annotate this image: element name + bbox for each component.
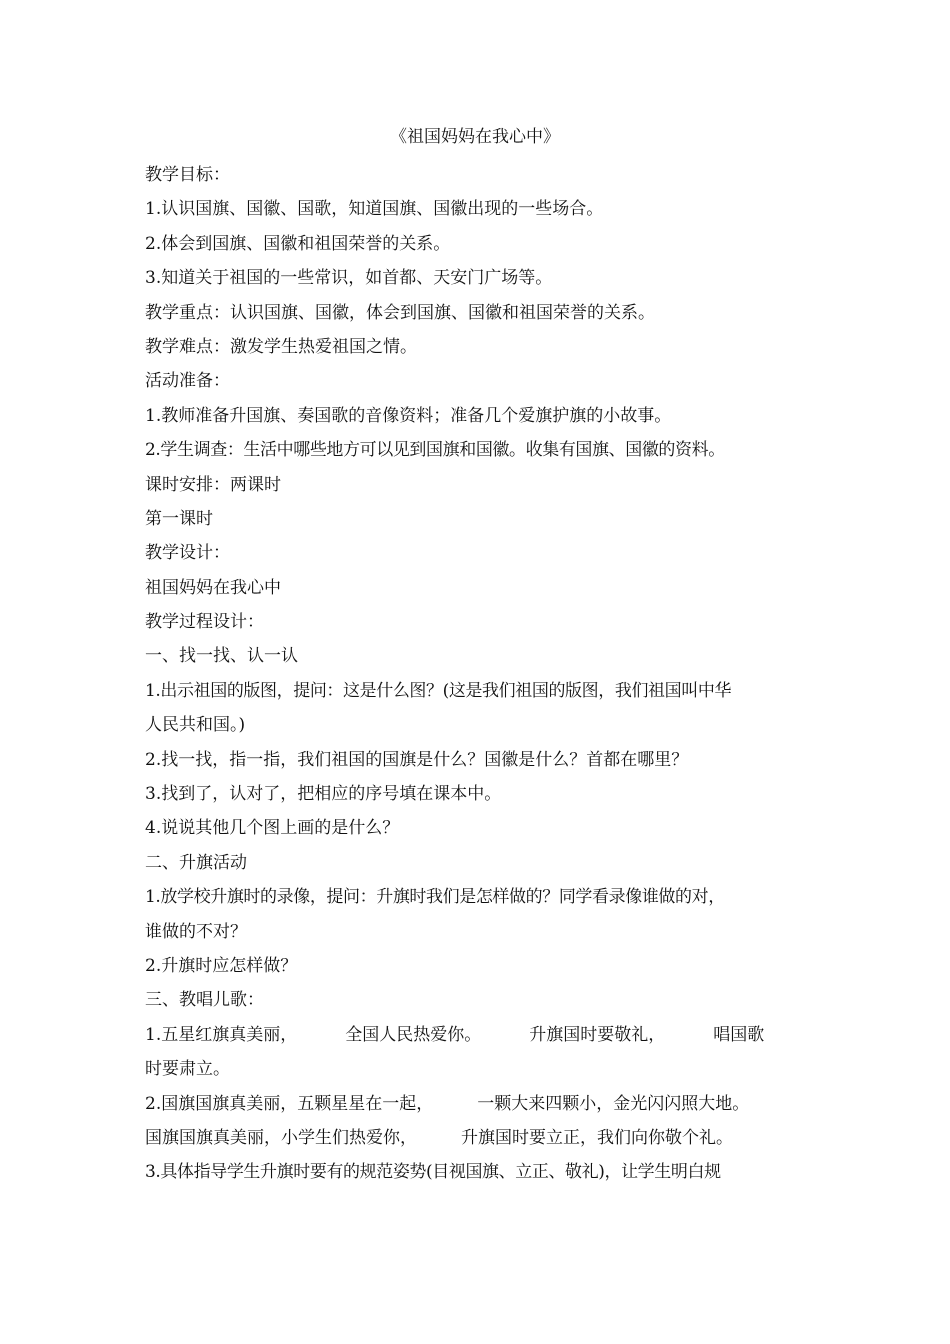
text-line: 3.具体指导学生升旗时要有的规范姿势(目视国旗、立正、敬礼)，让学生明白规 (145, 1162, 721, 1183)
document-body (145, 158, 810, 1190)
text-line: 人民共和国。) (145, 715, 246, 736)
text-line: 2.体会到国旗、国徽和祖国荣誉的关系。 (145, 233, 451, 254)
text-line: 谁做的不对？ (145, 921, 247, 942)
text-line: 2.找一找，指一指，我们祖国的国旗是什么？国徽是什么？首都在哪里？ (145, 749, 689, 770)
text-line: 时要肃立。 (145, 1059, 230, 1080)
text-line: 教学目标： (145, 165, 230, 185)
text-line: 二、升旗活动 (145, 852, 247, 873)
song-phrase: 全国人民热爱你。 (345, 1024, 482, 1045)
text-line: 课时安排：两课时 (145, 474, 281, 495)
text-line: 4.说说其他几个图上画的是什么？ (145, 818, 400, 839)
text-line: 3.找到了，认对了，把相应的序号填在课本中。 (145, 784, 502, 805)
text-line: 教学难点：激发学生热爱祖国之情。 (145, 336, 417, 357)
song-phrase: 国旗国旗真美丽，小学生们热爱你， (145, 1127, 417, 1148)
text-line: 1.出示祖国的版图，提问：这是什么图？(这是我们祖国的版图，我们祖国叫中华 (145, 680, 732, 701)
song-phrase: 2.国旗国旗真美丽，五颗星星在一起， (145, 1093, 434, 1114)
song-line (145, 1087, 810, 1121)
text-line: 活动准备： (145, 371, 230, 392)
text-line: 教学过程设计： (145, 612, 264, 633)
text-line: 第一课时 (145, 508, 213, 529)
song-line (145, 1121, 810, 1155)
text-line: 2.学生调查：生活中哪些地方可以见到国旗和国徽。收集有国旗、国徽的资料。 (145, 440, 725, 461)
text-line: 1.放学校升旗时的录像，提问：升旗时我们是怎样做的？同学看录像谁做的对， (145, 887, 725, 908)
song-line (145, 1018, 810, 1052)
song-phrase: 一颗大来四颗小，金光闪闪照大地。 (477, 1093, 750, 1114)
song-phrase: 升旗国时要立正，我们向你敬个礼。 (461, 1127, 733, 1148)
text-line: 3.知道关于祖国的一些常识，如首都、天安门广场等。 (145, 268, 553, 289)
document-title: 《祖国妈妈在我心中》 (390, 127, 560, 147)
text-line: 教学重点：认识国旗、国徽，体会到国旗、国徽和祖国荣誉的关系。 (145, 302, 655, 323)
song-phrase: 1.五星红旗真美丽， (145, 1024, 298, 1045)
text-line: 一、找一找、认一认 (145, 646, 298, 667)
text-line: 教学设计： (145, 543, 230, 564)
song-phrase: 升旗国时要敬礼， (529, 1024, 666, 1045)
text-line: 祖国妈妈在我心中 (145, 577, 281, 598)
song-phrase: 唱国歌 (713, 1024, 765, 1045)
text-line: 1.教师准备升国旗、奏国歌的音像资料；准备几个爱旗护旗的小故事。 (145, 405, 672, 426)
text-line: 1.认识国旗、国徽、国歌，知道国旗、国徽出现的一些场合。 (145, 199, 604, 220)
text-line: 2.升旗时应怎样做？ (145, 955, 298, 976)
text-line: 三、教唱儿歌： (145, 990, 264, 1011)
